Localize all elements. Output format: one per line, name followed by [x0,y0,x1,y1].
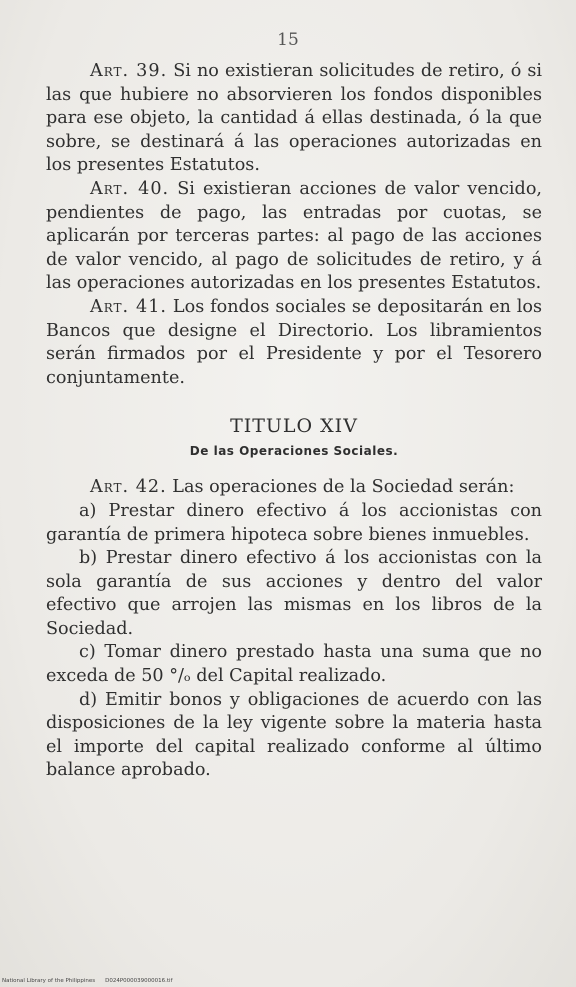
article-label: Art. 39. [90,61,168,81]
list-item: a) Prestar dinero efectivo á los accionistas con garantía de primera hipoteca sobre bienes inmuebles. [46,500,542,545]
article-label: Art. 42. [90,477,167,498]
article-41 [46,296,542,390]
article-label: Art. 41. [90,296,168,317]
section-title [46,412,542,462]
title-subheading: De las Operaciones Sociales. [189,444,399,459]
page-number: 15 [277,30,299,50]
article-label: Art. 40. [90,178,170,199]
article-text: Si no existieran solicitudes de retiro, ó si las que hubiere no absorvieren los fondos disponibles para ese objeto, la cantidad á ellas destinada, ó la que sobre, se destinará á las operaciones autorizadas en los presentes Estatutos. [46,61,543,176]
operations-list [46,500,542,783]
title-heading: TITULO XIV [230,415,358,438]
list-item: b) Prestar dinero efectivo á los accionistas con la sola garantía de sus acciones y dentro del valor efectivo que arrojen las mismas en los libros de la Sociedad. [46,548,542,639]
article-39 [46,60,542,178]
body-text [46,60,542,783]
list-item: d) Emitir bonos y obligaciones de acuerdo con las disposiciones de la ley vigente sobre la materia hasta el importe del capital realizado conforme al último balance aprobado. [46,689,542,781]
scan-footer [2,978,183,984]
article-42 [46,476,542,500]
footer-library: National Library of the Philippines [2,978,96,984]
list-item: c) Tomar dinero prestado hasta una suma que no exceda de 50 °/ₒ del Capital realizado. [46,642,542,687]
footer-code: D024P000039000016.tif [105,978,173,984]
article-40 [46,178,542,296]
article-text: Los fondos sociales se depositarán en los Bancos que designe el Directorio. Los libramientos serán firmados por el Presidente y por el Tesorero conjuntamente. [46,296,543,388]
article-text: Si existieran acciones de valor vencido, pendientes de pago, las entradas por cuotas, se aplicarán por terceras partes: al pago de las acciones de valor vencido, al pago de solicitudes de retiro, y á las operaciones autorizadas en los presentes Estatutos. [46,178,542,294]
article-text: Las operaciones de la Sociedad serán: [172,477,515,498]
